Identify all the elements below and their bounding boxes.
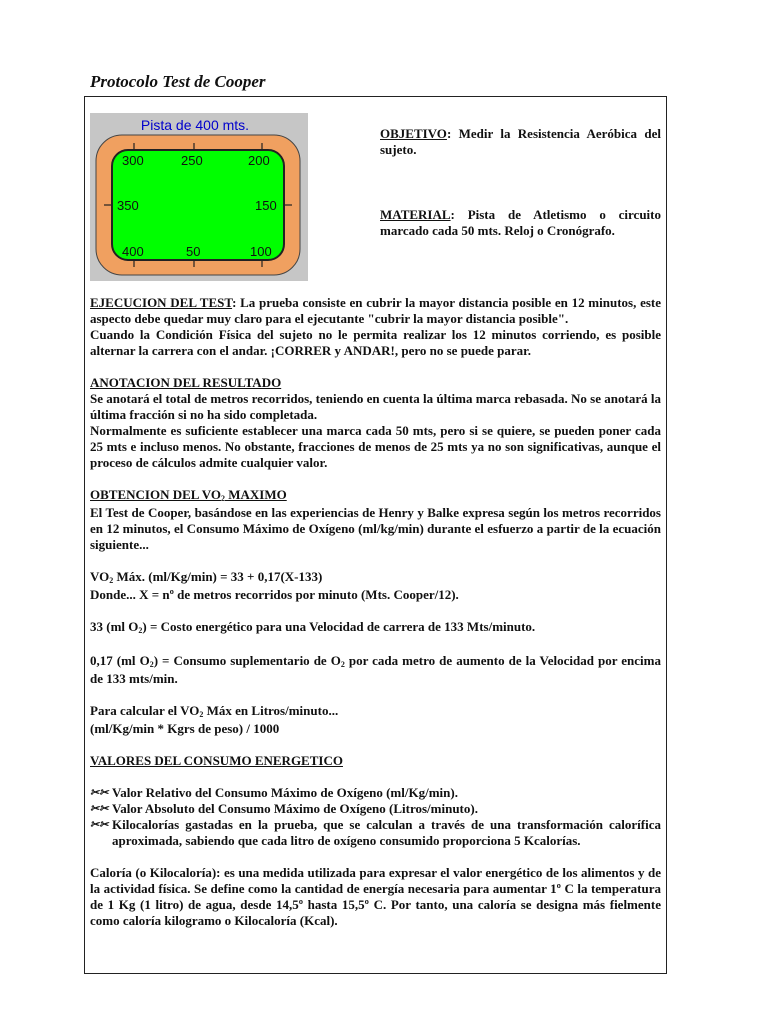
- document-title: Protocolo Test de Cooper: [90, 72, 266, 91]
- track-title: Pista de 400 mts.: [140, 117, 250, 133]
- obtencion-paragraph: El Test de Cooper, basándose en las experiencias de Henry y Balke expresa según los metros recorridos en 12 minutos, el Consumo Máximo de Oxígeno (ml/kg/min) durante el esfuerzo a partir de la ecuación siguiente...: [90, 505, 661, 552]
- objetivo-paragraph: [380, 126, 661, 158]
- anotacion-heading: ANOTACION DEL RESULTADO: [90, 375, 282, 390]
- mark-100: 100: [250, 244, 272, 259]
- mark-200: 200: [248, 153, 270, 168]
- track-figure: [90, 113, 308, 281]
- obtencion-heading: OBTENCION DEL $VO_2$ MAXIMO: [90, 487, 287, 503]
- ejecucion-paragraph: [90, 295, 661, 327]
- material-label: MATERIAL: [380, 207, 451, 222]
- bullet-icon: ✂✂: [90, 787, 109, 799]
- material-paragraph: [380, 207, 661, 239]
- mark-300: 300: [122, 153, 144, 168]
- bullet-icon: ✂✂: [90, 803, 109, 815]
- list-item: ✂✂ Valor Relativo del Consumo Máximo de Oxígeno (ml/Kg/min).: [90, 785, 458, 800]
- mark-250: 250: [181, 153, 203, 168]
- document-body: [90, 295, 661, 929]
- mark-150: 150: [255, 198, 277, 213]
- formula-vo2: $VO_2$ Máx. (ml/Kg/min) = 33 + 0,17(X-133): [90, 569, 323, 585]
- ejecucion-heading: EJECUCION DEL TEST: [90, 295, 233, 310]
- mark-50: 50: [186, 244, 201, 259]
- formula-litros-intro: Para calcular el $VO_2$ Máx en Litros/minuto...: [90, 703, 339, 719]
- formula-33: 33 (ml $O_2$) = Costo energético para una Velocidad de carrera de 133 Mts/minuto.: [90, 619, 536, 635]
- valores-heading: VALORES DEL CONSUMO ENERGETICO: [90, 753, 343, 768]
- anotacion-paragraph-1: Se anotará el total de metros recorridos, teniendo en cuenta la última marca rebasada. No se anotará la última fracción si no ha sido completada.: [90, 391, 661, 422]
- list-item: ✂✂ Kilocalorías gastadas en la prueba, que se calculan a través de una transformación calorífica aproximada, sabiendo que cada litro de oxígeno consumido proporciona 5 Kcalorías.: [90, 817, 661, 848]
- bullet-icon: ✂✂: [90, 819, 109, 831]
- material-text: : Pista de Atletismo o circuito marcado cada 50 mts. Reloj o Cronógrafo.: [380, 207, 661, 238]
- objetivo-label: OBJETIVO: [380, 126, 447, 141]
- list-item: ✂✂ Valor Absoluto del Consumo Máximo de Oxígeno (Litros/minuto).: [90, 801, 478, 816]
- ejecucion-paragraph-2: Cuando la Condición Física del sujeto no le permita realizar los 12 minutos corriendo, es posible alternar la carrera con el andar. ¡CORRER y ANDAR!, pero no se puede parar.: [90, 327, 661, 358]
- formula-litros: (ml/Kg/min * Kgrs de peso) / 1000: [90, 721, 280, 736]
- mark-350: 350: [117, 198, 139, 213]
- anotacion-paragraph-2: Normalmente es suficiente establecer una marca cada 50 mts, pero si se quiere, se pueden poner cada 25 mts e incluso menos. No obstante, fracciones de menos de 25 mts ya no son significativas, aunque el proceso de cálculos admite cualquier valor.: [90, 423, 661, 470]
- formula-017: 0,17 (ml $O_2$) = Consumo suplementario de $O_2$ por cada metro de aumento de la Velocidad por encima de 133 mts/min.: [90, 653, 661, 686]
- formula-definition: Donde... X = nº de metros recorridos por minuto (Mts. Cooper/12).: [90, 587, 459, 602]
- caloria-paragraph: Caloría (o Kilocaloría): es una medida utilizada para expresar el valor energético de los alimentos y de la actividad física. Se define como la cantidad de energía necesaria para aumentar 1º C la temperatura de 1 Kg (1 litro) de agua, desde 14,5º hasta 15,5º C. Por tanto, una caloría se designa más fielmente como caloría kilogramo o Kilocaloría (Kcal).: [90, 865, 661, 928]
- ejecucion-text: : La prueba consiste en cubrir la mayor distancia posible en 12 minutos, este aspecto debe quedar muy claro para el ejecutante "cubrir la mayor distancia posible".: [90, 295, 661, 326]
- objetivo-text: : Medir la Resistencia Aeróbica del sujeto.: [380, 126, 661, 157]
- mark-400: 400: [122, 244, 144, 259]
